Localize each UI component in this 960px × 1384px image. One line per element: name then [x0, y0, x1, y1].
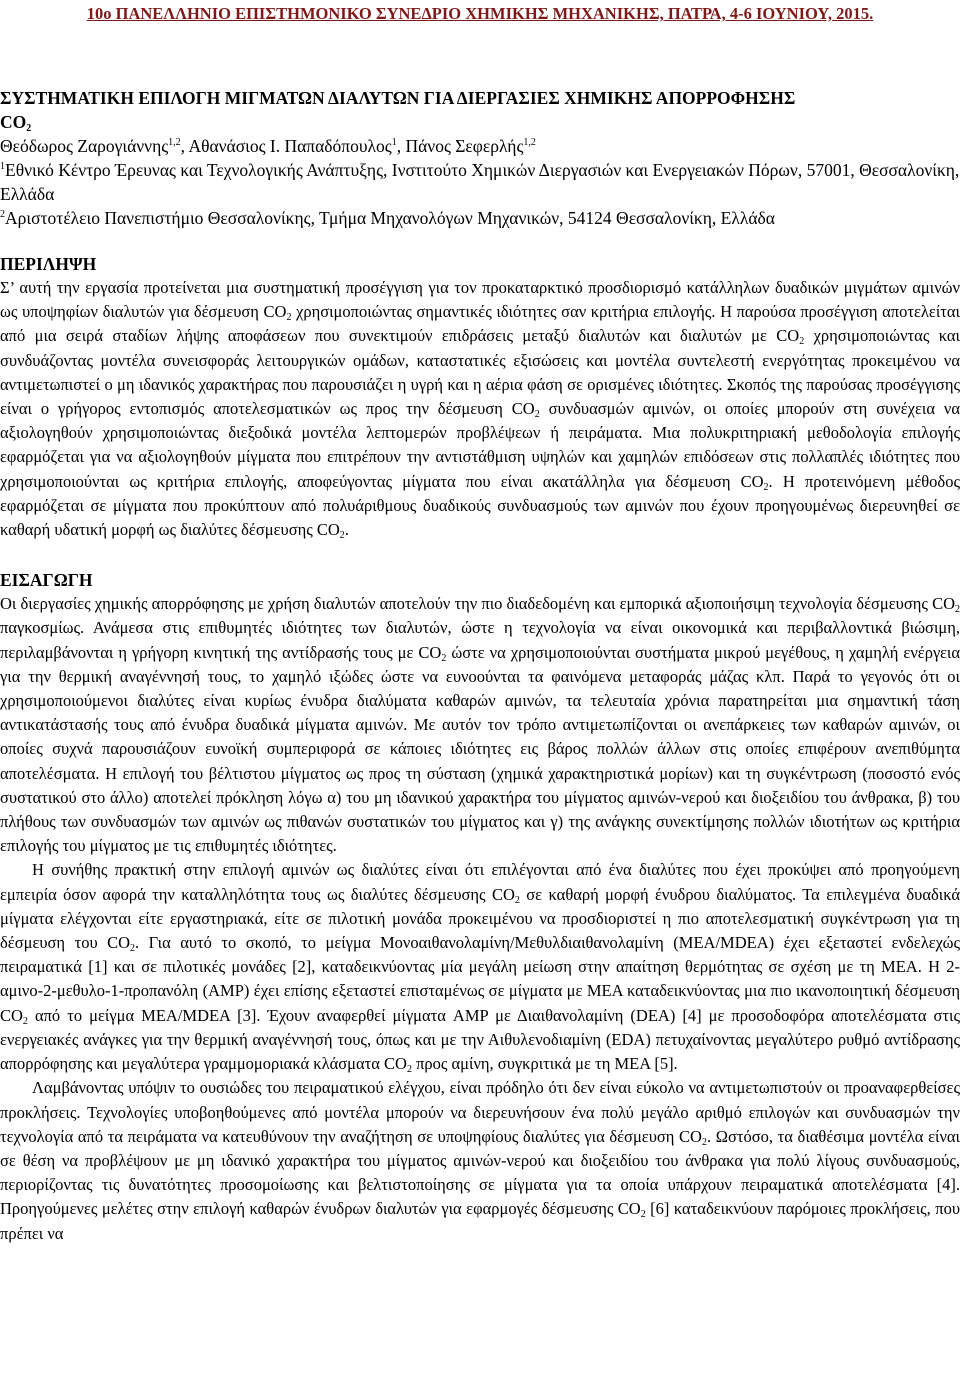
subscript: 2 [640, 1209, 646, 1221]
affiliation-2 [0, 206, 960, 230]
intro-paragraph-2 [0, 858, 960, 1076]
affiliation-1 [0, 158, 960, 206]
subscript: 2 [441, 652, 447, 664]
intro-text: Η συνήθης πρακτική στην επιλογή αμινών ως διαλύτες είναι ότι επιλέγονται από ένα διαλύτες που έχει προκύψει από προηγούμενη εμπειρία όσον αφορά την καταλληλότητα τους ως διαλύτες δέσμευσης CO [0, 860, 960, 904]
subscript: 2 [286, 312, 292, 324]
subscript: 2 [514, 894, 520, 906]
abstract-text: χρησιμοποιώντας και συνδυάζοντας μοντέλα συνεισφοράς λειτουργικών ομάδων, καταστατικές εξισώσεις και μοντέλα συντελεστή ενεργότητας προκειμένου να αντιμετωπιστεί ο μη ιδανικός χαρακτήρας που παρουσιάζει η υγρή και η αέρια φάση σε ορισμένες ιδιότητες. Σκοπός της παρούσας προσέγγισης είναι ο γρήγορος εντοπισμός αποτελεσματικών ως προς την δέσμευση CO [0, 326, 960, 419]
subscript: 2 [130, 943, 136, 955]
author-3: , Πάνος Σεφερλής [396, 136, 524, 156]
introduction-heading: ΕΙΣΑΓΩΓΗ [0, 570, 93, 591]
intro-paragraph-3 [0, 1076, 960, 1245]
paper-title [0, 86, 960, 134]
title-line-1: ΣΥΣΤΗΜΑΤΙΚΗ ΕΠΙΛΟΓΗ ΜΙΓΜΑΤΩΝ ΔΙΑΛΥΤΩΝ ΓΙΑ ΔΙΕΡΓΑΣΙΕΣ ΧΗΜΙΚΗΣ ΑΠΟΡΡΟΦΗΣΗΣ [0, 88, 796, 108]
abstract-text: χρησιμοποιώντας σημαντικές ιδιότητες σαν κριτήρια επιλογής. Η παρούσα προσέγγιση αποτελείται από μια σειρά σταδίων λήψης αποφάσεων που συνεκτιμούν επιδράσεις μεταξύ διαλυτών και διαλυτών με CO [0, 302, 960, 346]
affiliation-2-text: Αριστοτέλειο Πανεπιστήμιο Θεσσαλονίκης, Τμήμα Μηχανολόγων Μηχανικών, 54124 Θεσσαλονίκη, Ελλάδα [5, 208, 775, 228]
abstract-text: . [344, 520, 349, 540]
abstract-text: . Η προτεινόμενη μέθοδος εφαρμόζεται σε μίγματα που προκύπτουν από πολυάριθμους δυαδικούς συνδυασμούς των αμινών που έχουν προηγουμένως διερευνηθεί σε καθαρή υδατική μορφή ως διαλύτες δέσμευσης CO [0, 471, 960, 540]
title-co: CO [0, 112, 27, 132]
intro-text: . Ωστόσο, τα διαθέσιμα μοντέλα είναι σε θέση να προβλέψουν με μη ιδανικό χαρακτήρα του μίγματος αμινών-νερού και διοξειδίου του άνθρακα για πολύ λίγους συνδυασμούς, περιορίζοντας τις δυνατότητες προσομοίωσης και βελτιστοποίησης σε μίγματα για τα οποία υπάρχουν πειραματικά αποτελέσματα [4]. Προηγούμενες μελέτες στην επιλογή καθαρών ένυδρων διαλυτών για εφαρμογές δέσμευσης CO [0, 1126, 960, 1219]
paper-body [0, 86, 960, 1246]
intro-text: ώστε να χρησιμοποιούνται συστήματα μικρού μεγέθους, η χαμηλή ενέργεια για την θερμική αναγέννησή τους, το χαμηλό ιξώδες ώστε να ευνοούνται τα φαινόμενα μεταφοράς μάζας κλπ. Παρά το γεγονός ότι οι χρησιμοποιούμενοι διαλύτες είναι κυρίως ένυδρα διαλύματα καθαρών αμινών, τα τελευταία χρόνια παρατηρείται μια σημαντική τάση αντικατάστασής τους από ένυδρα δυαδικά μίγματα αμινών. Με αυτόν τον τρόπο αντιμετωπίζονται οι ανεπάρκειες των καθαρών αμινών, οι οποίες συχνά παρουσιάζουν ευνοϊκή συμπεριφορά σε κάποιες ιδιότητες εις βάρος πολλών άλλων στις οποίες επιφέρουν ανεπιθύμητα αποτελέσματα. Η επιλογή του βέλτιστου μίγματος ως προς τη σύσταση (χημικά χαρακτηριστικά μορίων) και τη συγκέντρωση (ποσοστό ενός συστατικού στο άλλο) αποτελεί πρόκληση λόγω α) του μη ιδανικού χαρακτήρα του μίγματος αμινών-νερού και διοξειδίου του άνθρακα, β) του πλήθους των συνδυασμών των αμινών ως πιθανών συστατικών του μίγματος και γ) της ανάγκης συνεκτίμησης πολλών ιδιοτήτων ως κριτήρια επιλογής του μίγματος με τις επιθυμητές ιδιότητες. [0, 642, 960, 856]
affiliation-1-text: Εθνικό Κέντρο Έρευνας και Τεχνολογικής Ανάπτυξης, Ινστιτούτο Χημικών Διεργασιών και Ενεργειακών Πόρων, 57001, Θεσσαλονίκη, Ελλάδα [0, 160, 960, 204]
author-3-affiliation: 1,2 [523, 137, 536, 148]
subscript: 2 [955, 604, 960, 616]
affiliation-1-number: 1 [0, 161, 5, 172]
intro-text: προς αμίνη, συγκριτικά με τη MEA [5]. [411, 1054, 678, 1074]
abstract-heading: ΠΕΡΙΛΗΨΗ [0, 254, 97, 274]
author-1: Θεόδωρος Ζαρογιάννης [0, 136, 169, 156]
intro-paragraph-1 [0, 592, 960, 858]
intro-text: σε καθαρή μορφή ένυδρου διαλύματος. Τα επιλεγμένα δυαδικά μίγματα ελέγχονται είτε εργαστηριακά, είτε σε πιλοτική μονάδα προκειμένου να προσδιοριστεί η πιο αποτελεσματική συγκέντρωση για τη δέσμευση του CO [0, 884, 960, 953]
abstract-text: Σ’ αυτή την εργασία προτείνεται μια συστηματική προσέγγιση για τον προκαταρκτικό προσδιορισμό κατάλληλων δυαδικών μιγμάτων αμινών ως υποψηφίων διαλυτών για δέσμευση CO [0, 278, 960, 322]
author-2: , Αθανάσιος Ι. Παπαδόπουλος [180, 136, 392, 156]
intro-text: [6] καταδεικνύουν παρόμοιες προκλήσεις, που πρέπει να [0, 1199, 960, 1243]
subscript: 2 [701, 1136, 707, 1148]
subscript: 2 [339, 530, 345, 542]
intro-text: από το μείγμα MEA/MDEA [3]. Έχουν αναφερθεί μίγματα AMP με Διαιθανολαμίνη (DEA) [4] με προσοδοφόρα αποτελέσματα στις ενεργειακές ανάγκες για την θερμική αναγέννησή τους, όπως και με την Αιθυλενοδιαμίνη (EDA) πετυχαίνοντας μεγαλύτερο ρυθμό αντίδρασης απορρόφησης και μεγαλύτερα γραμμομοριακά κλάσματα CO [0, 1005, 960, 1074]
author-1-affiliation: 1,2 [168, 137, 181, 148]
affiliation-2-number: 2 [0, 209, 5, 220]
subscript: 2 [763, 481, 769, 493]
intro-text: παγκοσμίως. Ανάμεσα στις επιθυμητές ιδιότητες των διαλυτών, ώστε η τεχνολογία να είναι οικονομικά και περιβαλλοντικά βιώσιμη, περιλαμβάνονται η γρήγορη κινητική της αντίδρασής τους με CO [0, 618, 960, 662]
abstract-text: συνδυασμών αμινών, οι οποίες μπορούν στη συνέχεια να αξιολογηθούν χρησιμοποιώντας διεξοδικά μοντέλα λεπτομερών προβλέψεων ή πειράματα. Μια πολυκριτηριακή μεθοδολογία επιλογής εφαρμόζεται για να αξιολογηθούν μίγματα που επιτρέπουν την αντιστάθμιση υψηλών και χαμηλών επιδόσεων στις πολλαπλές ιδιότητες που χρησιμοποιούνται ως κριτήρια επιλογής, αποφεύγοντας μίγματα που είναι ακατάλληλα για δέσμευση CO [0, 399, 960, 491]
conference-header: 10ο ΠΑΝΕΛΛΗΝΙΟ ΕΠΙΣΤΗΜΟΝΙΚΟ ΣΥΝΕΔΡΙΟ ΧΗΜΙΚΗΣ ΜΗΧΑΝΙΚΗΣ, ΠΑΤΡΑ, 4-6 ΙΟΥΝΙΟΥ, 2015. [86, 4, 874, 23]
title-subscript: 2 [26, 123, 32, 134]
author-2-affiliation: 1 [391, 137, 397, 148]
subscript: 2 [22, 1015, 28, 1027]
intro-text: . Για αυτό το σκοπό, το μείγμα Μονοαιθανολαμίνη/Μεθυλδιαιθανολαμίνη (MEA/MDEA) έχει εξεταστεί ενδελεχώς πειραματικά [1] και σε πιλοτικές μονάδες [2], καταδεικνύοντας μία μεγάλη μείωση στην απαίτηση θερμότητας σε σχέση με τη MEA. Η 2-αμινο-2-μεθυλο-1-προπανόλη (AMP) έχει επίσης εξεταστεί επισταμένως σε μίγματα με MEA καταδεικνύοντας μια πιο ικανοποιητική δέσμευση CO [0, 933, 960, 1025]
intro-text: Λαμβάνοντας υπόψιν το ουσιώδες του πειραματικού ελέγχου, είναι πρόδηλο ότι δεν είναι εύκολο να αντιμετωπιστούν οι προαναφερθείσες προκλήσεις. Τεχνολογίες υποβοηθούμενες από μοντέλα μπορούν να διερευνήσουν ένα πολύ μεγάλο αριθμό επιλογών και συνδυασμών την τεχνολογία από τα πειράματα να κατευθύνουν την αναζήτηση σε υποψηφίους διαλύτες για δέσμευση CO [0, 1078, 960, 1146]
subscript: 2 [799, 336, 805, 348]
abstract-paragraph [0, 276, 960, 542]
subscript: 2 [406, 1064, 412, 1076]
subscript: 2 [534, 409, 540, 421]
authors-line [0, 134, 960, 158]
intro-text: Οι διεργασίες χημικής απορρόφησης με χρήση διαλυτών αποτελούν την πιο διαδεδομένη και εμπορικά αξιοποιήσιμη τεχνολογία δέσμευσης CO [0, 594, 955, 614]
